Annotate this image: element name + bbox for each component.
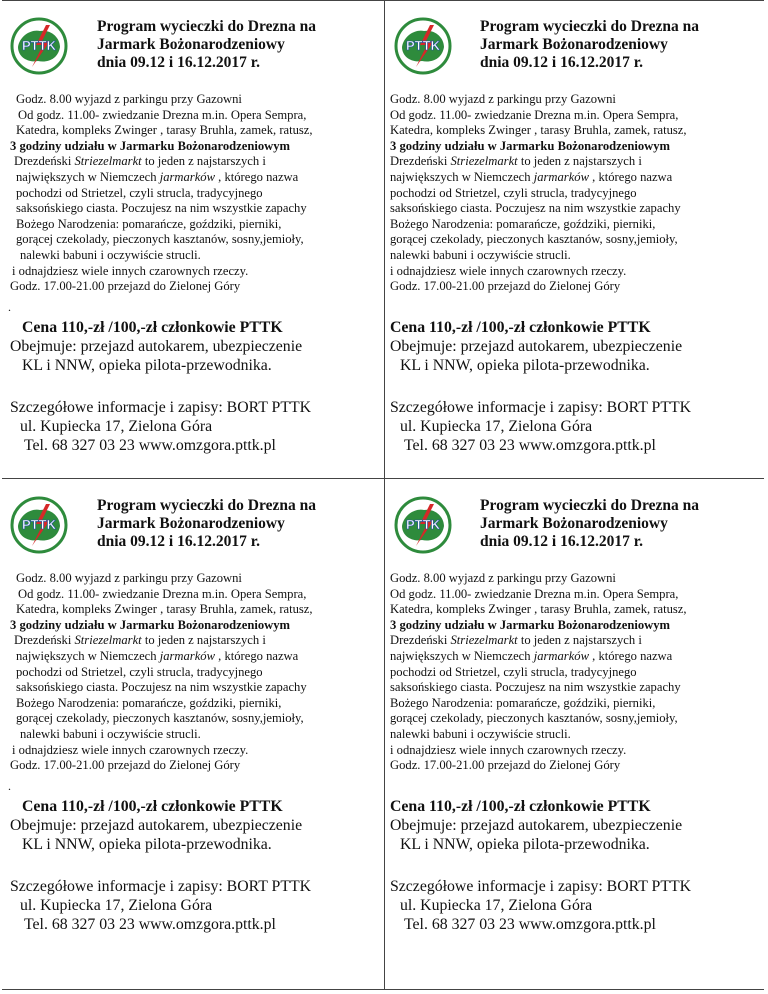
program-line-text: 3 godziny udziału w Jarmarku Bożonarodzeniowym <box>10 138 290 153</box>
includes-line: KL i NNW, opieka pilota-przewodnika. <box>22 836 272 853</box>
title-line: Jarmark Bożonarodzeniowy <box>97 36 285 53</box>
includes-line: KL i NNW, opieka pilota-przewodnika. <box>400 836 650 853</box>
title-line: Jarmark Bożonarodzeniowy <box>480 515 668 532</box>
program-line-text: to jeden z najstarszych i <box>141 633 266 648</box>
program-line <box>10 571 313 587</box>
program-line-text: gorącej czekolady, pieczonych kasztanów, sosny,jemioły, <box>16 711 304 726</box>
bottom-border <box>2 989 764 990</box>
flyer-1 <box>2 0 378 478</box>
program-line-text: Godz. 8.00 wyjazd z parkingu przy Gazowni <box>16 92 242 106</box>
program-line-text: Drezdeński <box>390 154 451 169</box>
program-line-text: Bożego Narodzenia: pomarańcze, goździki, pierniki, <box>16 216 282 231</box>
program-line <box>390 154 687 170</box>
program-line <box>390 232 687 248</box>
program-line <box>390 217 687 233</box>
program-line <box>10 665 313 681</box>
program-line <box>390 618 687 634</box>
program-line-italic: jarmarków <box>159 169 215 184</box>
price-block <box>390 318 682 375</box>
program-line-text: największych w Niemczech <box>390 648 534 663</box>
program-line <box>390 649 687 665</box>
program-line-text: saksońskiego ciasta. Poczujesz na nim wszystkie zapachy <box>16 201 307 216</box>
title-line: dnia 09.12 i 16.12.2017 r. <box>97 54 261 71</box>
title-line: Program wycieczki do Drezna na <box>480 497 699 514</box>
program-line-italic: jarmarków <box>533 648 589 663</box>
program-line <box>10 602 313 618</box>
flyer-title <box>480 497 760 551</box>
program-line-text: Katedra, kompleks Zwinger , tarasy Bruhla, zamek, ratusz, <box>16 602 313 617</box>
contact-block <box>390 877 691 934</box>
program-line <box>10 633 313 649</box>
program-line-italic: Striezelmarkt <box>450 633 518 648</box>
program-line <box>390 711 687 727</box>
program-line-text: Od godz. 11.00- zwiedzanie Drezna m.in. Opera Sempra, <box>18 586 307 601</box>
program-line <box>10 618 313 634</box>
program-line-text: gorącej czekolady, pieczonych kasztanów, sosny,jemioły, <box>390 711 678 726</box>
contact-block <box>390 398 691 455</box>
program-line <box>10 727 313 743</box>
svg-text:PTTK: PTTK <box>22 38 56 53</box>
program-line-text: 3 godziny udziału w Jarmarku Bożonarodzeniowym <box>390 138 670 153</box>
program-line-text: i odnajdziesz wiele innych czarownych rzeczy. <box>12 263 249 278</box>
program-line-text: i odnajdziesz wiele innych czarownych rzeczy. <box>12 742 249 757</box>
program-line <box>10 154 313 170</box>
vertical-cut-line <box>384 0 385 990</box>
price-line: Cena 110,-zł /100,-zł członkowie PTTK <box>390 319 651 336</box>
price-line: Cena 110,-zł /100,-zł członkowie PTTK <box>22 319 283 336</box>
program-line-text: Drezdeński <box>14 633 75 648</box>
title-line: dnia 09.12 i 16.12.2017 r. <box>97 533 261 550</box>
includes-line: Obejmuje: przejazd autokarem, ubezpieczenie <box>10 817 303 834</box>
program-line <box>390 186 687 202</box>
program-line-text: Godz. 8.00 wyjazd z parkingu przy Gazowni <box>390 92 616 106</box>
flyer-title <box>97 497 377 551</box>
contact-line: Tel. 68 327 03 23 www.omzgora.pttk.pl <box>24 916 276 933</box>
program-line-text: Godz. 17.00-21.00 przejazd do Zielonej Góry <box>10 758 241 773</box>
program-line-italic: jarmarków <box>533 169 589 184</box>
program-line-italic: jarmarków <box>159 648 215 663</box>
svg-text:PTTK: PTTK <box>22 517 56 532</box>
flyer-title <box>97 18 377 72</box>
program-line <box>10 743 313 759</box>
program-line <box>10 680 313 696</box>
program-line <box>10 587 313 603</box>
program-line <box>390 743 687 759</box>
price-line: Cena 110,-zł /100,-zł członkowie PTTK <box>22 798 283 815</box>
contact-line: ul. Kupiecka 17, Zielona Góra <box>20 897 213 914</box>
program-line-text: to jeden z najstarszych i <box>141 154 266 169</box>
contact-line: Tel. 68 327 03 23 www.omzgora.pttk.pl <box>24 437 276 454</box>
program-line <box>10 711 313 727</box>
program-text <box>10 92 313 295</box>
program-line-text: Drezdeński <box>390 633 451 648</box>
program-line <box>10 123 313 139</box>
program-line-text: saksońskiego ciasta. Poczujesz na nim wszystkie zapachy <box>390 201 681 216</box>
title-line: dnia 09.12 i 16.12.2017 r. <box>480 533 644 550</box>
program-line-text: Godz. 17.00-21.00 przejazd do Zielonej Góry <box>10 279 241 294</box>
contact-line: Szczegółowe informacje i zapisy: BORT PTTK <box>390 399 692 416</box>
program-line-text: to jeden z najstarszych i <box>517 154 642 169</box>
program-line-text: nalewki babuni i oczywiście strucli. <box>20 247 201 262</box>
program-line-italic: Striezelmarkt <box>450 154 518 169</box>
stray-dot: . <box>8 779 11 793</box>
title-line: Jarmark Bożonarodzeniowy <box>97 515 285 532</box>
program-line-text: Od godz. 11.00- zwiedzanie Drezna m.in. Opera Sempra, <box>390 107 679 122</box>
program-line <box>390 108 687 124</box>
program-line-text: największych w Niemczech <box>390 169 534 184</box>
program-line-text: Bożego Narodzenia: pomarańcze, goździki, pierniki, <box>390 695 656 710</box>
program-line-italic: Striezelmarkt <box>74 154 142 169</box>
program-line <box>10 139 313 155</box>
includes-line: KL i NNW, opieka pilota-przewodnika. <box>22 357 272 374</box>
program-line-text: Godz. 17.00-21.00 przejazd do Zielonej Góry <box>390 758 621 773</box>
program-line <box>390 248 687 264</box>
program-line-text: Drezdeński <box>14 154 75 169</box>
program-line-text: saksońskiego ciasta. Poczujesz na nim wszystkie zapachy <box>390 680 681 695</box>
program-line-text: Od godz. 11.00- zwiedzanie Drezna m.in. Opera Sempra, <box>18 107 307 122</box>
price-line: Cena 110,-zł /100,-zł członkowie PTTK <box>390 798 651 815</box>
price-block <box>390 797 682 854</box>
program-text <box>390 571 687 774</box>
program-line <box>10 217 313 233</box>
program-line <box>390 727 687 743</box>
pttk-logo <box>10 17 68 75</box>
program-line <box>390 123 687 139</box>
program-line-text: Godz. 17.00-21.00 przejazd do Zielonej Góry <box>390 279 621 294</box>
contact-line: Szczegółowe informacje i zapisy: BORT PTTK <box>10 399 312 416</box>
pttk-logo <box>10 496 68 554</box>
contact-block <box>10 877 311 934</box>
program-line <box>390 602 687 618</box>
program-line-text: Godz. 8.00 wyjazd z parkingu przy Gazowni <box>16 571 242 585</box>
program-line <box>10 758 313 774</box>
program-line-italic: Striezelmarkt <box>74 633 142 648</box>
title-line: Program wycieczki do Drezna na <box>480 18 699 35</box>
includes-line: Obejmuje: przejazd autokarem, ubezpieczenie <box>10 338 303 355</box>
program-line <box>10 201 313 217</box>
program-line-text: Katedra, kompleks Zwinger , tarasy Bruhla, zamek, ratusz, <box>390 602 687 617</box>
title-line: Jarmark Bożonarodzeniowy <box>480 36 668 53</box>
program-line <box>10 649 313 665</box>
program-line-text: , którego nazwa <box>589 648 673 663</box>
program-line-text: gorącej czekolady, pieczonych kasztanów, sosny,jemioły, <box>16 232 304 247</box>
program-line-text: i odnajdziesz wiele innych czarownych rzeczy. <box>390 263 627 278</box>
pttk-logo <box>394 496 452 554</box>
stray-dot: . <box>8 300 11 314</box>
program-text <box>10 571 313 774</box>
program-line-text: pochodzi od Strietzel, czyli strucla, tradycyjnego <box>390 185 637 200</box>
program-line <box>390 633 687 649</box>
program-line-text: Katedra, kompleks Zwinger , tarasy Bruhla, zamek, ratusz, <box>390 123 687 138</box>
contact-line: Szczegółowe informacje i zapisy: BORT PTTK <box>390 878 692 895</box>
includes-line: Obejmuje: przejazd autokarem, ubezpieczenie <box>390 338 683 355</box>
program-text <box>390 92 687 295</box>
program-line-text: największych w Niemczech <box>16 169 160 184</box>
program-line-text: pochodzi od Strietzel, czyli strucla, tradycyjnego <box>16 664 263 679</box>
program-line-text: 3 godziny udziału w Jarmarku Bożonarodzeniowym <box>10 617 290 632</box>
program-line <box>390 264 687 280</box>
program-line-text: saksońskiego ciasta. Poczujesz na nim wszystkie zapachy <box>16 680 307 695</box>
program-line-text: Katedra, kompleks Zwinger , tarasy Bruhla, zamek, ratusz, <box>16 123 313 138</box>
program-line <box>10 279 313 295</box>
contact-block <box>10 398 311 455</box>
pttk-logo <box>394 17 452 75</box>
contact-line: Tel. 68 327 03 23 www.omzgora.pttk.pl <box>404 437 656 454</box>
program-line-text: największych w Niemczech <box>16 648 160 663</box>
flyer-4 <box>386 479 762 957</box>
title-line: Program wycieczki do Drezna na <box>97 497 316 514</box>
program-line-text: gorącej czekolady, pieczonych kasztanów, sosny,jemioły, <box>390 232 678 247</box>
contact-line: ul. Kupiecka 17, Zielona Góra <box>20 418 213 435</box>
program-line <box>390 758 687 774</box>
svg-text:PTTK: PTTK <box>406 38 440 53</box>
program-line <box>390 680 687 696</box>
svg-text:PTTK: PTTK <box>406 517 440 532</box>
program-line-text: pochodzi od Strietzel, czyli strucla, tradycyjnego <box>16 185 263 200</box>
program-line-text: Bożego Narodzenia: pomarańcze, goździki, pierniki, <box>390 216 656 231</box>
program-line-text: Godz. 8.00 wyjazd z parkingu przy Gazowni <box>390 571 616 585</box>
program-line-text: nalewki babuni i oczywiście strucli. <box>390 247 571 262</box>
program-line-text: Bożego Narodzenia: pomarańcze, goździki, pierniki, <box>16 695 282 710</box>
includes-line: KL i NNW, opieka pilota-przewodnika. <box>400 357 650 374</box>
contact-line: Tel. 68 327 03 23 www.omzgora.pttk.pl <box>404 916 656 933</box>
price-block <box>10 797 302 854</box>
flyer-title <box>480 18 760 72</box>
program-line <box>10 170 313 186</box>
program-line-text: nalewki babuni i oczywiście strucli. <box>20 726 201 741</box>
program-line-text: i odnajdziesz wiele innych czarownych rzeczy. <box>390 742 627 757</box>
contact-line: ul. Kupiecka 17, Zielona Góra <box>400 897 593 914</box>
program-line <box>390 587 687 603</box>
program-line-text: , którego nazwa <box>215 648 299 663</box>
program-line-text: , którego nazwa <box>215 169 299 184</box>
program-line-text: , którego nazwa <box>589 169 673 184</box>
program-line <box>390 279 687 295</box>
program-line <box>10 232 313 248</box>
program-line <box>390 139 687 155</box>
program-line-text: 3 godziny udziału w Jarmarku Bożonarodzeniowym <box>390 617 670 632</box>
program-line <box>390 696 687 712</box>
program-line <box>10 696 313 712</box>
program-line <box>390 571 687 587</box>
program-line-text: Od godz. 11.00- zwiedzanie Drezna m.in. Opera Sempra, <box>390 586 679 601</box>
program-line-text: to jeden z najstarszych i <box>517 633 642 648</box>
program-line-text: pochodzi od Strietzel, czyli strucla, tradycyjnego <box>390 664 637 679</box>
program-line <box>390 170 687 186</box>
includes-line: Obejmuje: przejazd autokarem, ubezpieczenie <box>390 817 683 834</box>
title-line: Program wycieczki do Drezna na <box>97 18 316 35</box>
contact-line: ul. Kupiecka 17, Zielona Góra <box>400 418 593 435</box>
contact-line: Szczegółowe informacje i zapisy: BORT PTTK <box>10 878 312 895</box>
program-line <box>10 186 313 202</box>
flyer-3 <box>2 479 378 957</box>
program-line-text: nalewki babuni i oczywiście strucli. <box>390 726 571 741</box>
program-line <box>390 201 687 217</box>
program-line <box>10 108 313 124</box>
program-line <box>390 92 687 108</box>
program-line <box>10 92 313 108</box>
program-line <box>390 665 687 681</box>
title-line: dnia 09.12 i 16.12.2017 r. <box>480 54 644 71</box>
program-line <box>10 248 313 264</box>
price-block <box>10 318 302 375</box>
program-line <box>10 264 313 280</box>
flyer-2 <box>386 0 762 478</box>
